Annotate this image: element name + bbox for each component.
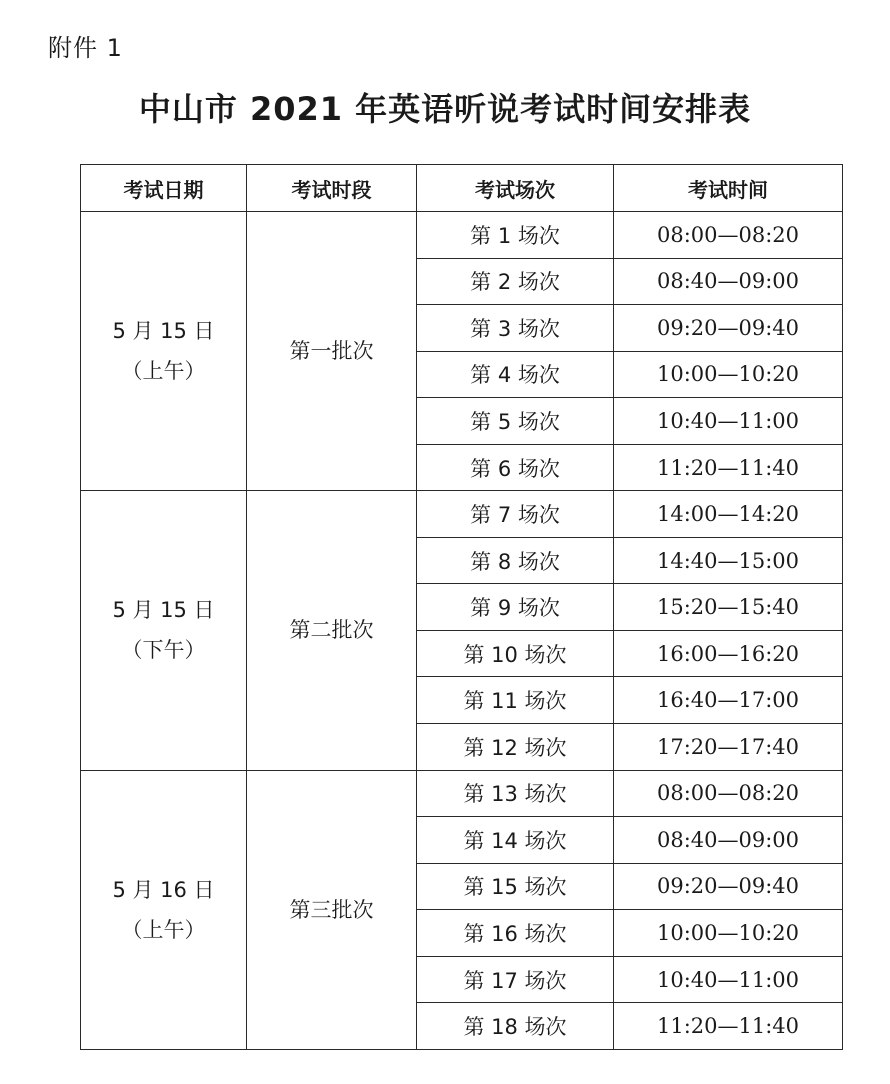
exam-date-cell xyxy=(81,212,247,491)
exam-batch-cell: 第三批次 xyxy=(247,770,417,1049)
exam-time-cell: 08:00—08:20 xyxy=(614,212,843,259)
table-header-row xyxy=(81,165,843,212)
exam-session-cell: 第 6 场次 xyxy=(417,444,614,491)
header-exam-period: 考试时段 xyxy=(247,165,417,212)
exam-time-cell: 10:40—11:00 xyxy=(614,956,843,1003)
header-exam-session: 考试场次 xyxy=(417,165,614,212)
exam-batch-cell: 第二批次 xyxy=(247,491,417,770)
exam-period-of-day: （上午） xyxy=(121,917,206,942)
header-exam-time: 考试时间 xyxy=(614,165,843,212)
header-exam-date: 考试日期 xyxy=(81,165,247,212)
exam-time-cell: 15:20—15:40 xyxy=(614,584,843,631)
exam-period-of-day: （上午） xyxy=(121,359,206,384)
exam-date-cell xyxy=(81,770,247,1049)
table-row xyxy=(81,770,843,817)
exam-time-cell: 11:20—11:40 xyxy=(614,444,843,491)
exam-session-cell: 第 7 场次 xyxy=(417,491,614,538)
exam-schedule-table xyxy=(80,164,843,1050)
exam-date-cell xyxy=(81,491,247,770)
exam-session-cell: 第 5 场次 xyxy=(417,398,614,445)
exam-time-cell: 16:40—17:00 xyxy=(614,677,843,724)
exam-session-cell: 第 12 场次 xyxy=(417,724,614,771)
exam-time-cell: 16:00—16:20 xyxy=(614,630,843,677)
exam-session-cell: 第 16 场次 xyxy=(417,910,614,957)
exam-batch-cell: 第一批次 xyxy=(247,212,417,491)
exam-session-cell: 第 13 场次 xyxy=(417,770,614,817)
exam-date: 5 月 15 日 xyxy=(112,319,215,344)
exam-session-cell: 第 11 场次 xyxy=(417,677,614,724)
exam-period-of-day: （下午） xyxy=(121,638,206,663)
exam-time-cell: 10:00—10:20 xyxy=(614,910,843,957)
document-title: 中山市 2021 年英语听说考试时间安排表 xyxy=(138,90,752,128)
exam-session-cell: 第 10 场次 xyxy=(417,630,614,677)
exam-time-cell: 10:00—10:20 xyxy=(614,351,843,398)
exam-time-cell: 09:20—09:40 xyxy=(614,305,843,352)
exam-session-cell: 第 8 场次 xyxy=(417,537,614,584)
exam-time-cell: 08:40—09:00 xyxy=(614,817,843,864)
exam-time-cell: 14:00—14:20 xyxy=(614,491,843,538)
exam-date: 5 月 15 日 xyxy=(112,598,215,623)
exam-time-cell: 10:40—11:00 xyxy=(614,398,843,445)
exam-time-cell: 14:40—15:00 xyxy=(614,537,843,584)
exam-time-cell: 08:00—08:20 xyxy=(614,770,843,817)
exam-time-cell: 17:20—17:40 xyxy=(614,724,843,771)
exam-session-cell: 第 18 场次 xyxy=(417,1003,614,1050)
exam-session-cell: 第 3 场次 xyxy=(417,305,614,352)
exam-session-cell: 第 1 场次 xyxy=(417,212,614,259)
exam-session-cell: 第 4 场次 xyxy=(417,351,614,398)
attachment-label: 附件 1 xyxy=(48,34,123,62)
exam-time-cell: 08:40—09:00 xyxy=(614,258,843,305)
schedule-table-container xyxy=(80,164,842,1050)
exam-time-cell: 09:20—09:40 xyxy=(614,863,843,910)
exam-session-cell: 第 14 场次 xyxy=(417,817,614,864)
table-body xyxy=(81,212,843,1050)
exam-time-cell: 11:20—11:40 xyxy=(614,1003,843,1050)
exam-date: 5 月 16 日 xyxy=(112,877,215,902)
exam-session-cell: 第 15 场次 xyxy=(417,863,614,910)
exam-session-cell: 第 9 场次 xyxy=(417,584,614,631)
exam-session-cell: 第 2 场次 xyxy=(417,258,614,305)
table-row xyxy=(81,491,843,538)
exam-session-cell: 第 17 场次 xyxy=(417,956,614,1003)
table-row xyxy=(81,212,843,259)
